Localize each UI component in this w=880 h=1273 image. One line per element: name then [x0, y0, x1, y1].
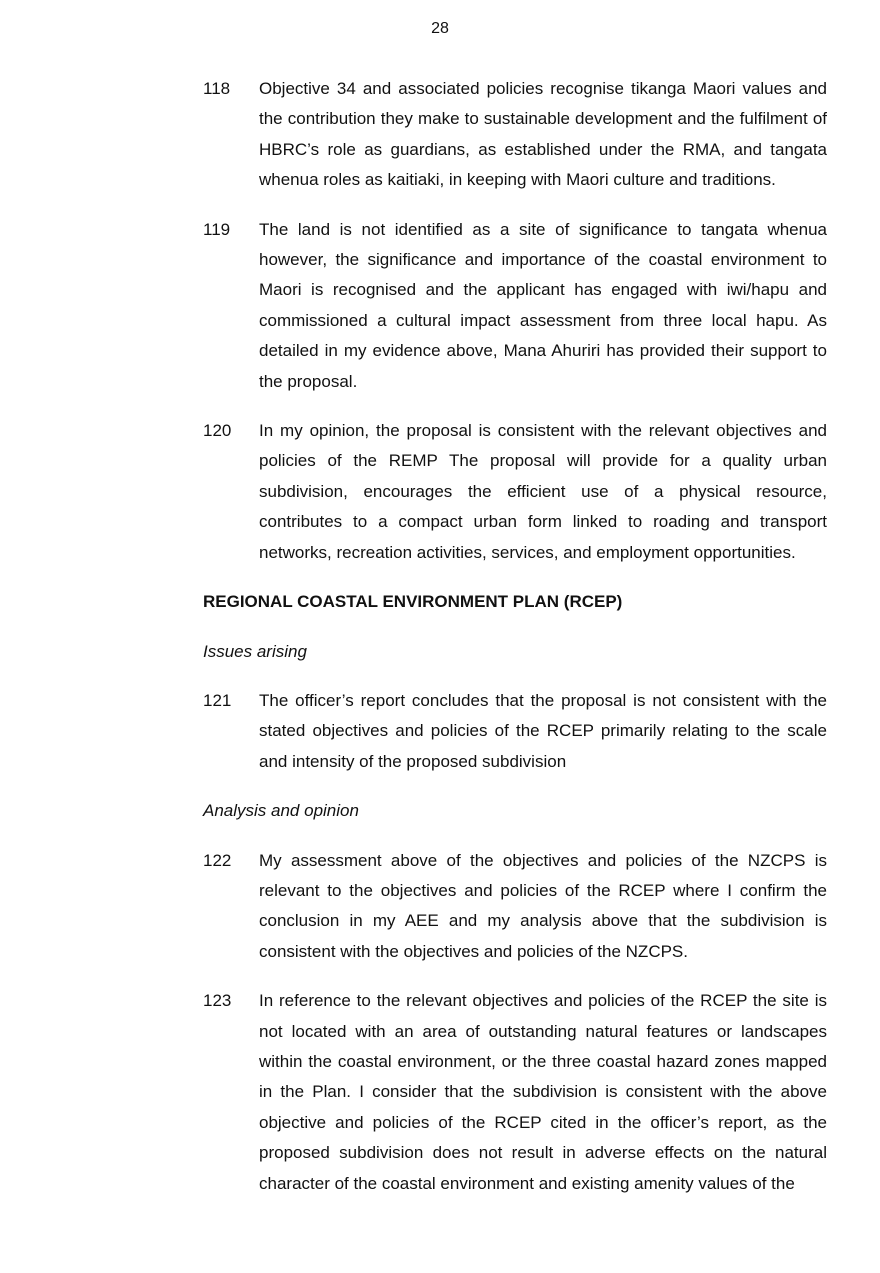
paragraph-122	[203, 846, 827, 968]
paragraph-text: My assessment above of the objectives and policies of the NZCPS is relevant to the objectives and policies of the RCEP where I confirm the conclusion in my AEE and my analysis above that the subdivision is consistent with the objectives and policies of the NZCPS.	[259, 850, 827, 961]
paragraph-118	[203, 74, 827, 196]
section-heading: REGIONAL COASTAL ENVIRONMENT PLAN (RCEP)	[203, 592, 623, 612]
paragraph-number: 121	[203, 690, 232, 710]
paragraph-121	[203, 686, 827, 777]
paragraph-text: The officer’s report concludes that the proposal is not consistent with the stated objectives and policies of the RCEP primarily relating to the scale and intensity of the proposed subdivision	[259, 690, 827, 771]
paragraph-text: The land is not identified as a site of significance to tangata whenua however, the significance and importance of the coastal environment to Maori is recognised and the applicant has engaged with iwi/hapu and commissioned a cultural impact assessment from three local hapu. As detailed in my evidence above, Mana Ahuriri has provided their support to the proposal.	[259, 219, 827, 391]
paragraph-number: 119	[203, 219, 231, 239]
paragraph-123	[203, 986, 827, 1199]
paragraph-text: In my opinion, the proposal is consistent with the relevant objectives and policies of the REMP The proposal will provide for a quality urban subdivision, encourages the efficient use of a physical resource, contributes to a compact urban form linked to roading and transport networks, recreation activities, services, and employment opportunities.	[259, 421, 827, 562]
subheading-issues-arising: Issues arising	[203, 641, 307, 661]
paragraph-119	[203, 215, 827, 397]
page-number: 28	[431, 20, 449, 37]
paragraph-number: 123	[203, 991, 232, 1011]
paragraph-number: 120	[203, 421, 232, 441]
paragraph-number: 118	[203, 79, 231, 98]
subheading-analysis-and-opinion: Analysis and opinion	[203, 801, 359, 821]
document-body	[203, 74, 827, 1218]
paragraph-number: 122	[203, 850, 232, 870]
paragraph-120	[203, 416, 827, 568]
paragraph-text: In reference to the relevant objectives and policies of the RCEP the site is not located with an area of outstanding natural features or landscapes within the coastal environment, or the three coastal hazard zones mapped in the Plan. I consider that the subdivision is consistent with the above objective and policies of the RCEP cited in the officer’s report, as the proposed subdivision does not result in adverse effects on the natural character of the coastal environment and existing amenity values of the	[259, 991, 827, 1193]
paragraph-text: Objective 34 and associated policies recognise tikanga Maori values and the contribution they make to sustainable development and the fulfilment of HBRC’s role as guardians, as established under the RMA, and tangata whenua roles as kaitiaki, in keeping with Maori culture and traditions.	[259, 79, 827, 190]
